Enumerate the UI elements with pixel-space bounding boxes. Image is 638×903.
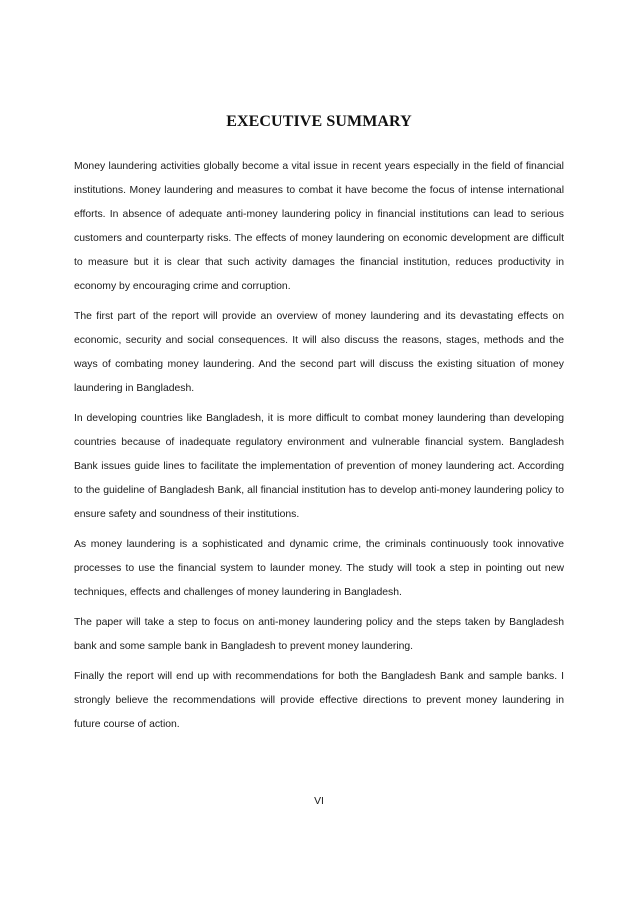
paragraph-report-structure: The first part of the report will provide an overview of money laundering and its devastating effects on economic, security and social consequences. It will also discuss the reasons, stages, methods and the ways of combating money laundering. And the second part will discuss the existing situation of money laundering in Bangladesh. <box>74 311 564 394</box>
paragraph-intro: Money laundering activities globally become a vital issue in recent years especially in the field of financial institutions. Money laundering and measures to combat it have become the focus of intense international efforts. In absence of adequate anti-money laundering policy in financial institutions can lead to serious customers and counterparty risks. The effects of money laundering on economic development are difficult to measure but it is clear that such activity damages the financial institution, reduces productivity in economy by encouraging crime and corruption. <box>74 161 564 292</box>
page-title: EXECUTIVE SUMMARY <box>226 113 412 130</box>
paragraph-paper-focus: The paper will take a step to focus on anti-money laundering policy and the steps taken by Bangladesh bank and some sample bank in Bangladesh to prevent money laundering. <box>74 617 564 652</box>
summary-body <box>74 155 564 743</box>
paragraph-developing-countries: In developing countries like Bangladesh, it is more difficult to combat money laundering than developing countries because of inadequate regulatory environment and vulnerable financial system. Bangladesh Bank issues guide lines to facilitate the implementation of prevention of money laundering act. According to the guideline of Bangladesh Bank, all financial institution has to develop anti-money laundering policy to ensure safety and soundness of their institutions. <box>74 413 564 520</box>
page-number: VI <box>314 796 324 807</box>
paragraph-recommendations: Finally the report will end up with recommendations for both the Bangladesh Bank and sample banks. I strongly believe the recommendations will provide effective directions to prevent money laundering in future course of action. <box>74 671 564 730</box>
paragraph-criminal-processes: As money laundering is a sophisticated and dynamic crime, the criminals continuously took innovative processes to use the financial system to launder money. The study will took a step in pointing out new techniques, effects and challenges of money laundering in Bangladesh. <box>74 539 564 598</box>
